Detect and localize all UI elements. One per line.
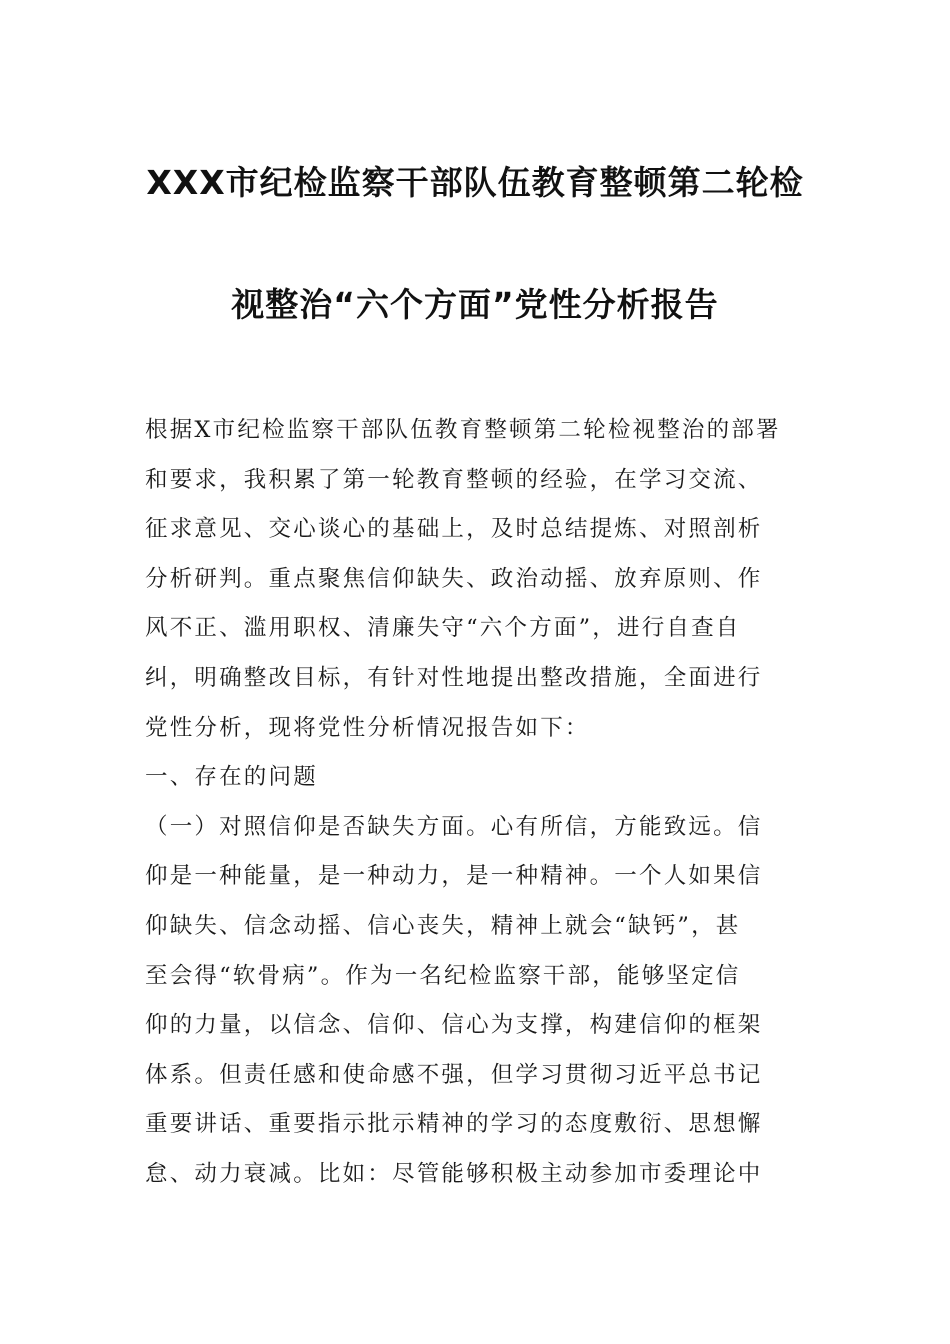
body-line: 仰的力量，以信念、信仰、信心为支撑，构建信仰的框架 (145, 1012, 763, 1039)
document-title-line-2: 视整治“六个方面”党性分析报告 (231, 285, 719, 324)
body-line: 纠，明确整改目标，有针对性地提出整改措施，全面进行 (145, 664, 763, 691)
body-line: 至会得“软骨病”。作为一名纪检监察干部，能够坚定信 (145, 962, 741, 989)
body-line: 体系。但责任感和使命感不强，但学习贯彻习近平总书记 (145, 1061, 763, 1088)
document-body (145, 406, 807, 1200)
body-line: 重要讲话、重要指示批示精神的学习的态度敷衍、思想懈 (145, 1111, 763, 1138)
body-line: 仰是一种能量，是一种动力，是一种精神。一个人如果信 (145, 863, 763, 890)
body-line: 征求意见、交心谈心的基础上，及时总结提炼、对照剖析 (145, 516, 763, 543)
body-line: 根据X市纪检监察干部队伍教育整顿第二轮检视整治的部署 (145, 417, 781, 443)
body-line: 怠、动力衰减。比如：尽管能够积极主动参加市委理论中 (145, 1160, 763, 1187)
section-heading: 一、存在的问题 (145, 764, 318, 791)
body-line: 分析研判。重点聚焦信仰缺失、政治动摇、放弃原则、作 (145, 565, 763, 592)
body-line: （一）对照信仰是否缺失方面。心有所信，方能致远。信 (145, 813, 763, 840)
body-line: 和要求，我积累了第一轮教育整顿的经验，在学习交流、 (145, 466, 763, 493)
body-line: 风不正、滥用职权、清廉失守“六个方面”，进行自查自 (145, 615, 741, 642)
body-line: 仰缺失、信念动摇、信心丧失，精神上就会“缺钙”，甚 (145, 912, 741, 939)
body-line: 党性分析，现将党性分析情况报告如下： (145, 714, 590, 741)
document-title-line-1: XXX市纪检监察干部队伍教育整顿第二轮检 (146, 163, 804, 202)
